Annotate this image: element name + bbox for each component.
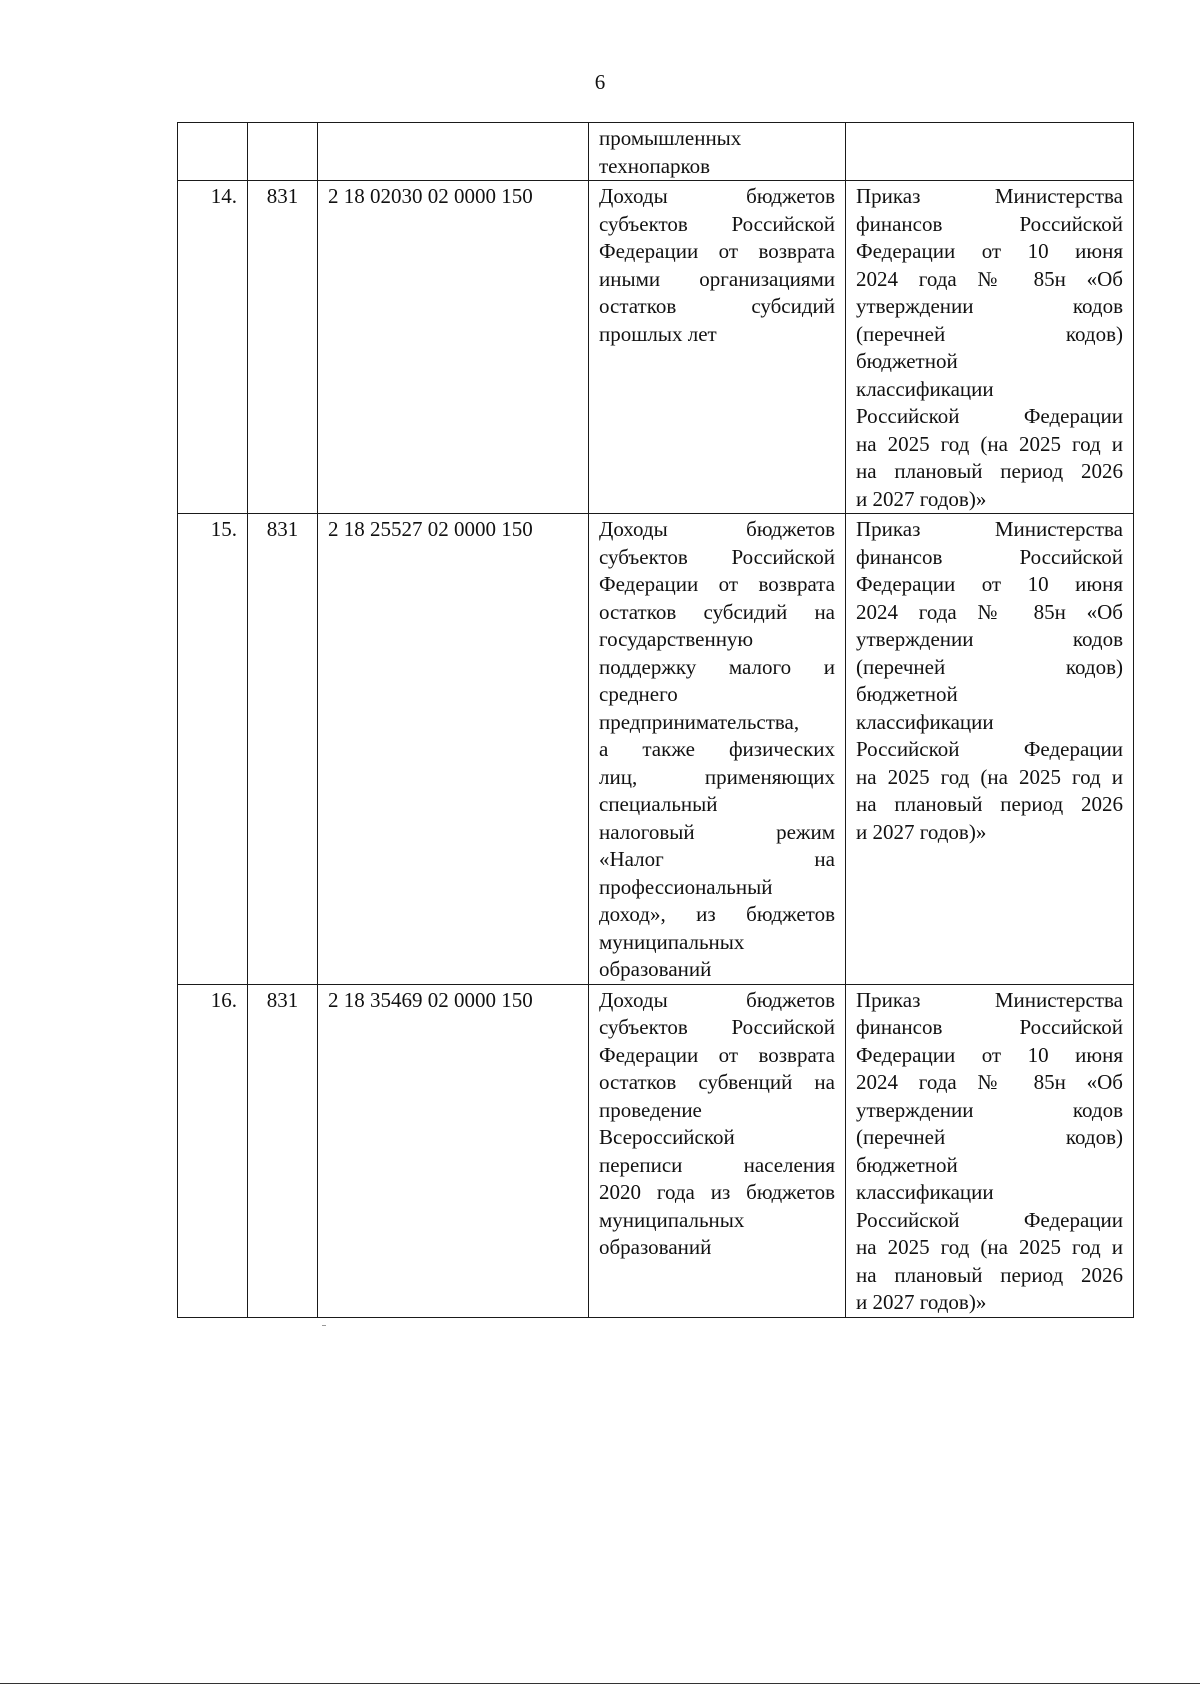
legal-basis-text — [856, 183, 1123, 513]
text-line: 2024 года № 85н «Об — [856, 1070, 1123, 1094]
table-row — [178, 181, 1134, 514]
text-line: «Налог на — [599, 847, 835, 871]
income-name-cell — [589, 514, 846, 985]
kbk-cell: 2 18 35469 02 0000 150 — [318, 984, 589, 1317]
text-line: остатков субсидий на — [599, 599, 835, 624]
text-line: (перечней кодов) — [856, 321, 1123, 346]
text-line: утверждении кодов — [856, 294, 1123, 318]
text-line: Федерации от 10 июня — [856, 1042, 1123, 1067]
text-line: Приказ Министерства — [856, 184, 1123, 208]
scan-speck — [322, 1325, 326, 1326]
text-line: промышленных — [599, 126, 742, 150]
text-line: Российской Федерации — [856, 1207, 1123, 1232]
text-line: Приказ Министерства — [856, 987, 1123, 1012]
table-row-continuation — [178, 123, 1134, 181]
text-line: доход», из бюджетов — [599, 902, 835, 926]
text-line: налоговый режим — [599, 819, 835, 844]
text-line: (перечней кодов) — [856, 1125, 1123, 1149]
legal-basis-cell — [846, 984, 1134, 1317]
text-line: бюджетной — [856, 682, 958, 706]
table-row — [178, 514, 1134, 985]
text-line: технопарков — [599, 153, 711, 178]
text-line: на плановый период 2026 — [856, 1262, 1123, 1287]
text-line: на 2025 год (на 2025 год и — [856, 1235, 1123, 1259]
text-line: 2024 года № 85н «Об — [856, 266, 1123, 291]
legal-basis-cell — [846, 123, 1134, 181]
text-line: а также физических — [599, 737, 835, 761]
text-line: и 2027 годов)» — [856, 486, 987, 511]
text-line: Доходы бюджетов — [599, 987, 835, 1012]
income-name-cell — [589, 181, 846, 514]
text-line: муниципальных — [599, 929, 745, 954]
kbk-cell: 2 18 02030 02 0000 150 — [318, 181, 589, 514]
text-line: бюджетной — [856, 349, 958, 373]
text-line: Федерации от возврата — [599, 572, 835, 596]
page-number: 6 — [594, 70, 606, 94]
text-line: (перечней кодов) — [856, 654, 1123, 679]
text-line: предпринимательства, — [599, 709, 800, 734]
income-name-cell — [589, 984, 846, 1317]
kbk-cell — [318, 123, 589, 181]
admin-code-cell: 831 — [248, 514, 318, 985]
text-line: на плановый период 2026 — [856, 459, 1123, 483]
admin-code-cell: 831 — [248, 984, 318, 1317]
text-line: на 2025 год (на 2025 год и — [856, 431, 1123, 456]
text-line: на плановый период 2026 — [856, 792, 1123, 816]
text-line: и 2027 годов)» — [856, 1290, 987, 1314]
income-name-text — [599, 125, 835, 180]
kbk-cell: 2 18 25527 02 0000 150 — [318, 514, 589, 985]
text-line: образований — [599, 957, 712, 981]
text-line: Федерации от 10 июня — [856, 239, 1123, 263]
text-line: субъектов Российской — [599, 544, 835, 569]
row-number-cell — [178, 123, 248, 181]
text-line: классификации — [856, 376, 994, 401]
row-number-cell: 14. — [178, 181, 248, 514]
admin-code-cell: 831 — [248, 181, 318, 514]
text-line: Российской Федерации — [856, 404, 1123, 428]
text-line: среднего — [599, 682, 678, 706]
text-line: Федерации от возврата — [599, 239, 835, 263]
text-line: муниципальных — [599, 1207, 745, 1232]
page-bottom-rule — [0, 1683, 1200, 1684]
text-line: Российской Федерации — [856, 737, 1123, 761]
text-line: Федерации от возврата — [599, 1042, 835, 1067]
text-line: утверждении кодов — [856, 627, 1123, 651]
row-number-cell: 15. — [178, 514, 248, 985]
text-line: субъектов Российской — [599, 211, 835, 236]
text-line: 2020 года из бюджетов — [599, 1180, 835, 1204]
text-line: остатков субвенций на — [599, 1070, 835, 1094]
budget-classification-table — [177, 122, 1134, 1318]
text-line: на 2025 год (на 2025 год и — [856, 764, 1123, 789]
text-line: переписи населения — [599, 1152, 835, 1177]
legal-basis-text — [856, 987, 1123, 1317]
text-line: финансов Российской — [856, 544, 1123, 569]
admin-code-cell — [248, 123, 318, 181]
income-name-text — [599, 183, 835, 348]
text-line: Федерации от 10 июня — [856, 572, 1123, 596]
legal-basis-text — [856, 516, 1123, 846]
text-line: субъектов Российской — [599, 1015, 835, 1039]
income-name-text — [599, 987, 835, 1262]
text-line: государственную — [599, 627, 754, 651]
income-name-cell — [589, 123, 846, 181]
text-line: лиц, применяющих — [599, 764, 835, 789]
text-line: иными организациями — [599, 266, 835, 291]
legal-basis-cell — [846, 181, 1134, 514]
table-row — [178, 984, 1134, 1317]
text-line: бюджетной — [856, 1152, 958, 1177]
text-line: прошлых лет — [599, 321, 717, 346]
text-line: 2024 года № 85н «Об — [856, 599, 1123, 624]
text-line: Приказ Министерства — [856, 517, 1123, 541]
text-line: финансов Российской — [856, 1015, 1123, 1039]
text-line: профессиональный — [599, 874, 773, 899]
text-line: Доходы бюджетов — [599, 517, 835, 541]
text-line: финансов Российской — [856, 211, 1123, 236]
row-number-cell: 16. — [178, 984, 248, 1317]
text-line: и 2027 годов)» — [856, 819, 987, 844]
text-line: специальный — [599, 792, 718, 816]
legal-basis-cell — [846, 514, 1134, 985]
text-line: классификации — [856, 1180, 994, 1204]
text-line: Доходы бюджетов — [599, 184, 835, 208]
text-line: остатков субсидий — [599, 294, 835, 318]
text-line: Всероссийской — [599, 1125, 735, 1149]
text-line: проведение — [599, 1097, 702, 1122]
text-line: утверждении кодов — [856, 1097, 1123, 1122]
income-name-text — [599, 516, 835, 984]
text-line: классификации — [856, 709, 994, 734]
text-line: поддержку малого и — [599, 654, 835, 679]
text-line: образований — [599, 1235, 712, 1259]
